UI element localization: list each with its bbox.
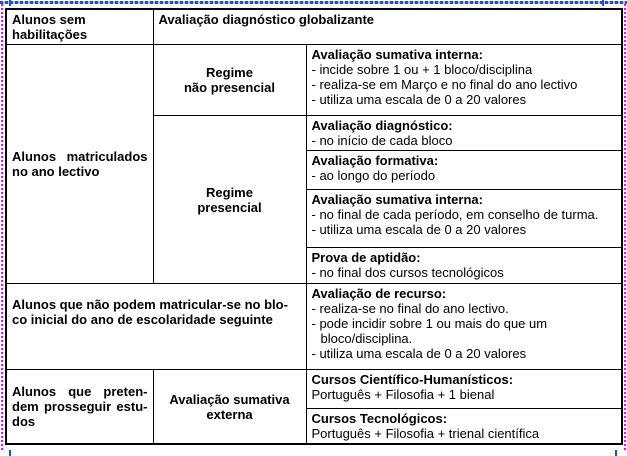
cell-internal-summative-non-presential	[306, 45, 622, 116]
cell-technological-courses	[306, 409, 622, 445]
text-line: - utiliza uma escala de 0 a 20 valores	[311, 92, 527, 107]
cell-recourse-evaluation	[306, 284, 622, 370]
cell-students-no-qualifications	[6, 9, 153, 45]
text-line: - pode incidir sobre 1 ou mais do que um	[311, 316, 548, 331]
text-line: - no final de cada período, em conselho de turma.	[311, 207, 599, 222]
text-line: - realiza-se no final do ano lectivo.	[311, 301, 509, 316]
text-boundary-right-guide	[624, 4, 626, 451]
cell-scientific-humanistic-courses	[306, 370, 622, 409]
text-line: - incide sobre 1 ou + 1 bloco/disciplina	[311, 62, 533, 77]
cell-students-cannot-enroll	[6, 284, 306, 370]
text-line: Português + Filosofia + trienal científica	[311, 426, 540, 441]
cell-aptitude-test	[306, 248, 622, 284]
text-line: co inicial do ano de escolaridade seguinte	[12, 312, 273, 327]
text-line: Avaliação diagnóstico globalizante	[158, 12, 375, 27]
cell-internal-summative-presential	[306, 190, 622, 248]
text-line: habilitações	[12, 27, 88, 42]
cell-students-enrolled	[6, 45, 153, 284]
guide-tick-top-right	[602, 0, 604, 6]
text-line: Regime	[206, 184, 253, 200]
guide-tick-bottom-left	[9, 450, 11, 456]
course-title: Cursos Tecnológicos:	[311, 411, 448, 426]
cell-external-summative	[153, 370, 306, 445]
cell-diagnostic-evaluation	[306, 116, 622, 151]
text-line: bloco/disciplina.	[320, 331, 413, 346]
text-line: Alunos que preten-	[12, 384, 148, 399]
text-line: - utiliza uma escala de 0 a 20 valores	[311, 222, 527, 237]
text-line: não presencial	[183, 80, 276, 95]
text-line: dem prosseguir estu-	[12, 399, 148, 414]
cell-formative-evaluation	[306, 151, 622, 190]
cell-students-continue-studies	[6, 370, 153, 445]
evaluation-title: Avaliação sumativa interna:	[311, 47, 483, 62]
text-line: dos	[12, 414, 36, 429]
text-line: Avaliação sumativa	[169, 391, 290, 407]
text-boundary-top-guide	[0, 1, 627, 4]
evaluation-table	[5, 8, 623, 445]
cell-regime-non-presential	[153, 45, 306, 116]
text-line: no ano lectivo	[12, 164, 100, 179]
text-line: - no início de cada bloco	[311, 133, 453, 148]
text-line: - realiza-se em Março e no final do ano lectivo	[311, 77, 578, 92]
text-boundary-left-guide	[1, 4, 3, 451]
text-line: presencial	[197, 199, 262, 215]
text-line: Regime	[206, 65, 253, 80]
evaluation-title: Avaliação sumativa interna:	[311, 192, 483, 207]
text-line: Alunos que não podem matricular-se no blo-	[12, 297, 288, 312]
text-line: externa	[206, 406, 253, 422]
text-line: Alunos sem	[12, 12, 86, 27]
course-title: Cursos Científico-Humanísticos:	[311, 372, 514, 387]
evaluation-title: Prova de aptidão:	[311, 250, 421, 265]
text-line: - ao longo do período	[311, 168, 436, 183]
evaluation-title: Avaliação formativa:	[311, 153, 439, 168]
evaluation-title: Avaliação diagnóstico:	[311, 118, 453, 133]
text-line: Alunos matriculados	[12, 149, 148, 164]
guide-tick-top-left	[9, 0, 11, 6]
text-line: - no final dos cursos tecnológicos	[311, 265, 504, 280]
text-line: Português + Filosofia + 1 bienal	[311, 387, 495, 402]
cell-global-diagnostic-evaluation	[153, 9, 622, 45]
guide-tick-bottom-right	[615, 450, 617, 456]
evaluation-title: Avaliação de recurso:	[311, 286, 447, 301]
text-line: - utiliza uma escala de 0 a 20 valores	[311, 346, 527, 361]
cell-regime-presential	[153, 116, 306, 284]
